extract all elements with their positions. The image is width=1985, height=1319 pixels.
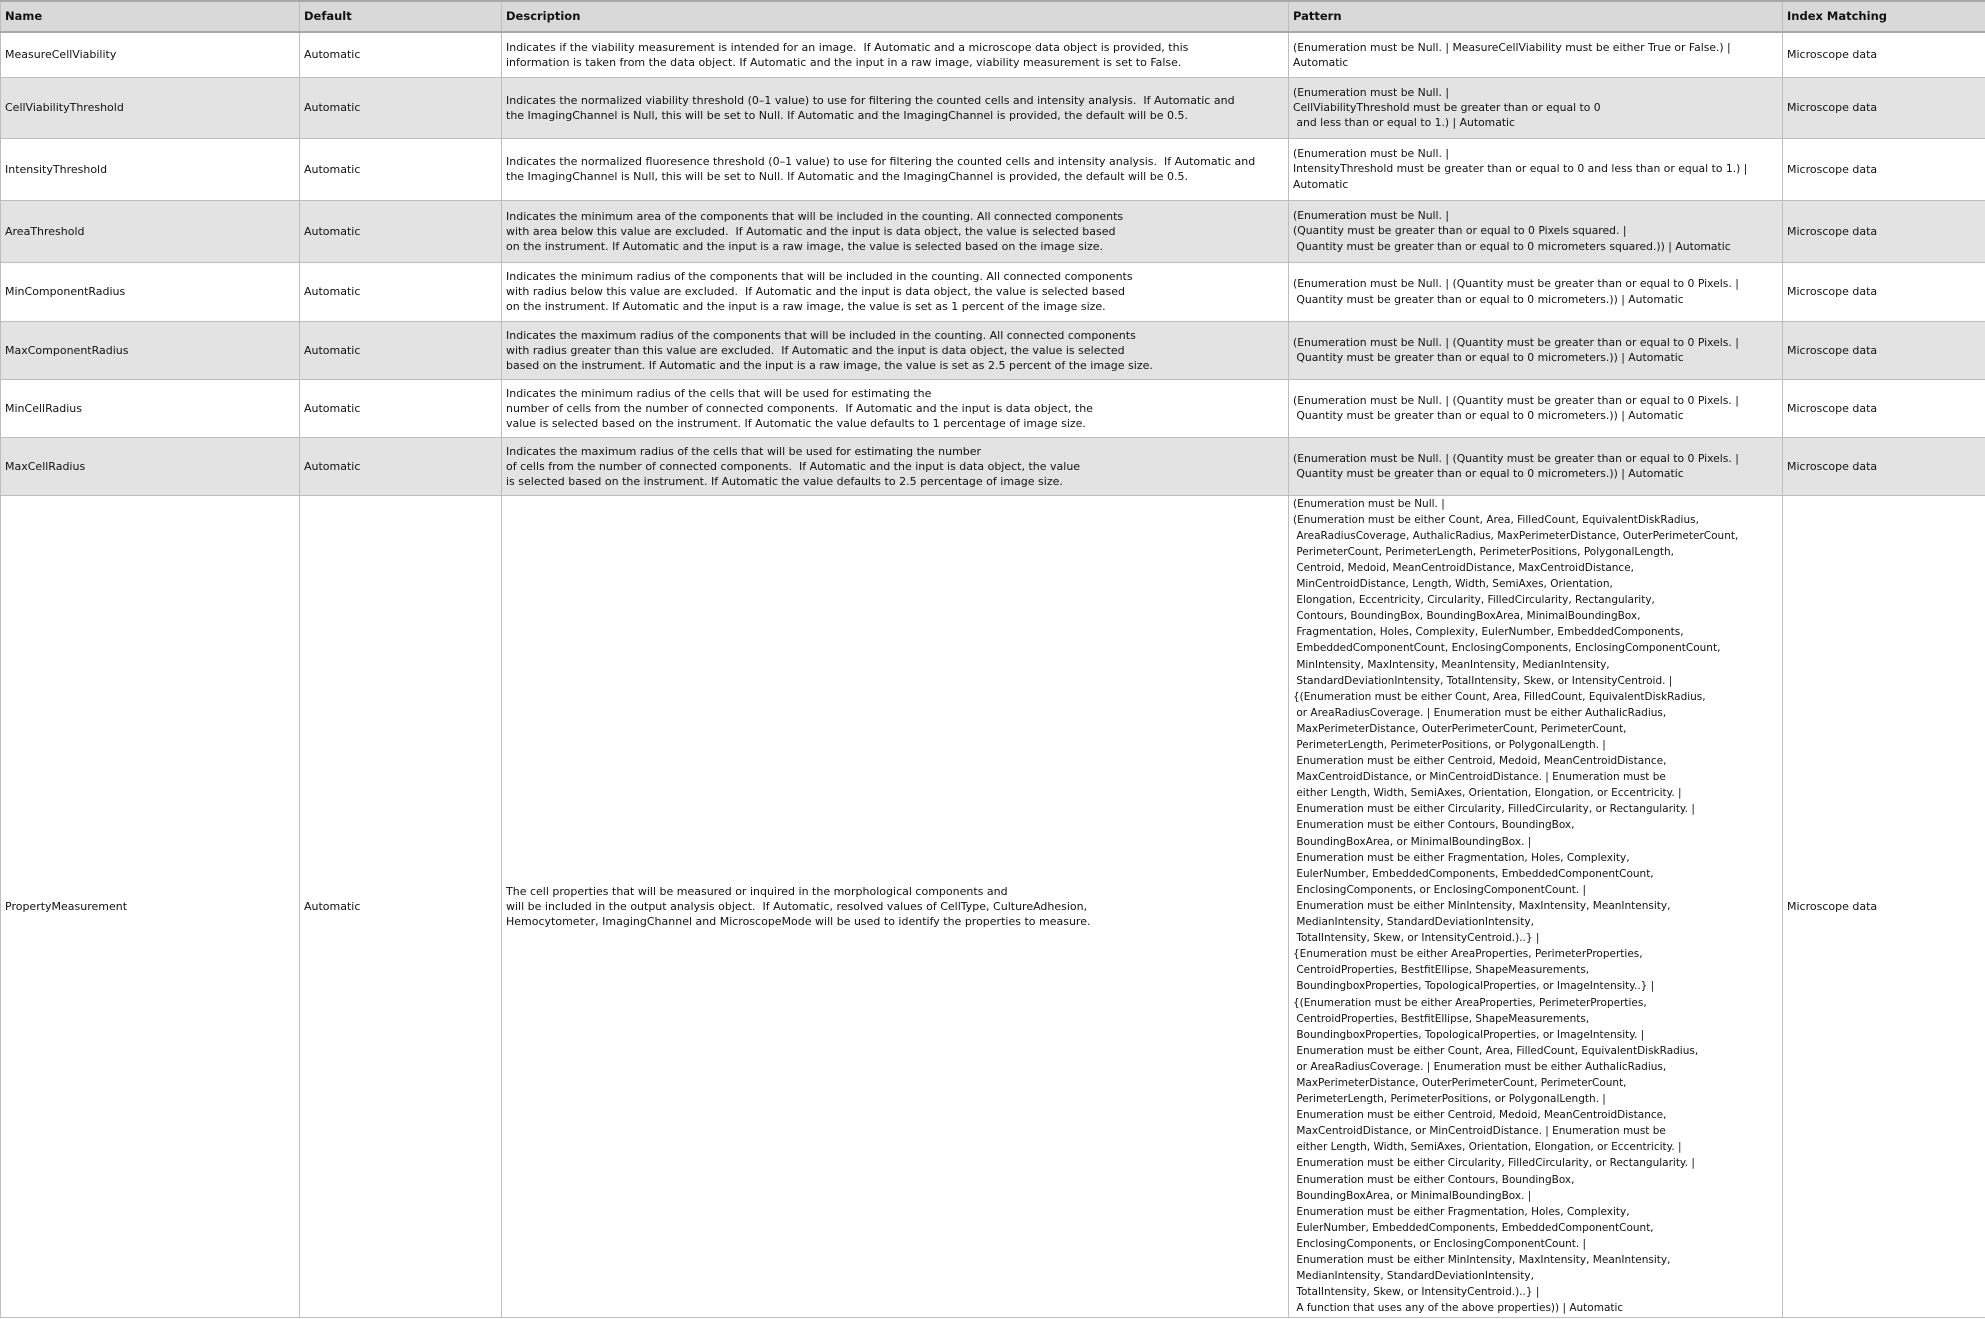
option-name: MeasureCellViability <box>1 32 300 77</box>
option-name: IntensityThreshold <box>1 138 300 200</box>
option-name: CellViabilityThreshold <box>1 77 300 138</box>
option-description: Indicates the maximum radius of the components that will be included in the counting. All connected components with radius greater than this value are excluded. If Automatic and the input is data object, the value is selected based on the instrument. If Automatic and the input is a raw image, the value is set as 2.5 percent of the image size. <box>502 321 1289 379</box>
option-pattern: (Enumeration must be Null. | (Quantity must be greater than or equal to 0 Pixels. | Quantity must be greater than or equal to 0 micrometers.)) | Automatic <box>1289 262 1783 321</box>
option-index-matching: Microscope data <box>1783 437 1985 495</box>
column-header-default: Default <box>300 1 502 32</box>
column-header-name: Name <box>1 1 300 32</box>
header-row <box>1 1 1985 32</box>
option-index-matching: Microscope data <box>1783 77 1985 138</box>
option-pattern: (Enumeration must be Null. | IntensityThreshold must be greater than or equal to 0 and less than or equal to 1.) | Automatic <box>1289 138 1783 200</box>
option-default: Automatic <box>300 138 502 200</box>
option-default: Automatic <box>300 200 502 262</box>
option-pattern: (Enumeration must be Null. | MeasureCellViability must be either True or False.) | Automatic <box>1289 32 1783 77</box>
option-index-matching: Microscope data <box>1783 32 1985 77</box>
table-row <box>1 495 1985 1317</box>
table-row <box>1 437 1985 495</box>
option-description: Indicates the minimum radius of the cells that will be used for estimating the number of cells from the number of connected components. If Automatic and the input is data object, the value is selected based on the instrument. If Automatic the value defaults to 1 percentage of image size. <box>502 379 1289 437</box>
table-row <box>1 32 1985 77</box>
option-description: Indicates the minimum radius of the components that will be included in the counting. All connected components with radius below this value are excluded. If Automatic and the input is data object, the value is selected based on the instrument. If Automatic and the input is a raw image, the value is set as 1 percent of the image size. <box>502 262 1289 321</box>
option-index-matching: Microscope data <box>1783 200 1985 262</box>
option-pattern: (Enumeration must be Null. | (Enumeration must be either Count, Area, FilledCount, EquivalentDiskRadius, AreaRadiusCoverage, AuthalicRadius, MaxPerimeterDistance, OuterPerimeterCount, PerimeterCount, PerimeterLength, PerimeterPositions, PolygonalLength, Centroid, Medoid, MeanCentroidDistance, MaxCentroidDistance, MinCentroidDistance, Length, Width, SemiAxes, Orientation, Elongation, Eccentricity, Circularity, FilledCircularity, Rectangularity, Contours, BoundingBox, BoundingBoxArea, MinimalBoundingBox, Fragmentation, Holes, Complexity, EulerNumber, EmbeddedComponents, EmbeddedComponentCount, EnclosingComponents, EnclosingComponentCount, MinIntensity, MaxIntensity, MeanIntensity, MedianIntensity, StandardDeviationIntensity, TotalIntensity, Skew, or IntensityCentroid. | {(Enumeration must be either Count, Area, FilledCount, EquivalentDiskRadius, or AreaRadiusCoverage. | Enumeration must be either AuthalicRadius, MaxPerimeterDistance, OuterPerimeterCount, PerimeterCount, PerimeterLength, PerimeterPositions, or PolygonalLength. | Enumeration must be either Centroid, Medoid, MeanCentroidDistance, MaxCentroidDistance, or MinCentroidDistance. | Enumeration must be either Length, Width, SemiAxes, Orientation, Elongation, or Eccentricity. | Enumeration must be either Circularity, FilledCircularity, or Rectangularity. | Enumeration must be either Contours, BoundingBox, BoundingBoxArea, or MinimalBoundingBox. | Enumeration must be either Fragmentation, Holes, Complexity, EulerNumber, EmbeddedComponents, EmbeddedComponentCount, EnclosingComponents, or EnclosingComponentCount. | Enumeration must be either MinIntensity, MaxIntensity, MeanIntensity, MedianIntensity, StandardDeviationIntensity, TotalIntensity, Skew, or IntensityCentroid.)..} | {Enumeration must be either AreaProperties, PerimeterProperties, CentroidProperties, BestfitEllipse, ShapeMeasurements, BoundingboxProperties, TopologicalProperties, or ImageIntensity..} | {(Enumeration must be either AreaProperties, PerimeterProperties, CentroidProperties, BestfitEllipse, ShapeMeasurements, BoundingboxProperties, TopologicalProperties, or ImageIntensity. | Enumeration must be either Count, Area, FilledCount, EquivalentDiskRadius, or AreaRadiusCoverage. | Enumeration must be either AuthalicRadius, MaxPerimeterDistance, OuterPerimeterCount, PerimeterCount, PerimeterLength, PerimeterPositions, or PolygonalLength. | Enumeration must be either Centroid, Medoid, MeanCentroidDistance, MaxCentroidDistance, or MinCentroidDistance. | Enumeration must be either Length, Width, SemiAxes, Orientation, Elongation, or Eccentricity. | Enumeration must be either Circularity, FilledCircularity, or Rectangularity. | Enumeration must be either Contours, BoundingBox, BoundingBoxArea, or MinimalBoundingBox. | Enumeration must be either Fragmentation, Holes, Complexity, EulerNumber, EmbeddedComponents, EmbeddedComponentCount, EnclosingComponents, or EnclosingComponentCount. | Enumeration must be either MinIntensity, MaxIntensity, MeanIntensity, MedianIntensity, StandardDeviationIntensity, TotalIntensity, Skew, or IntensityCentroid.)..} | A function that uses any of the above properties)) | Automatic <box>1289 495 1783 1317</box>
option-description: Indicates the normalized fluoresence threshold (0–1 value) to use for filtering the counted cells and intensity analysis. If Automatic and the ImagingChannel is Null, this will be set to Null. If Automatic and the ImagingChannel is provided, the default will be 0.5. <box>502 138 1289 200</box>
table-row <box>1 262 1985 321</box>
option-pattern: (Enumeration must be Null. | (Quantity must be greater than or equal to 0 Pixels. | Quantity must be greater than or equal to 0 micrometers.)) | Automatic <box>1289 379 1783 437</box>
option-default: Automatic <box>300 321 502 379</box>
table-row <box>1 77 1985 138</box>
option-description: Indicates the maximum radius of the cells that will be used for estimating the number of cells from the number of connected components. If Automatic and the input is data object, the value is selected based on the instrument. If Automatic the value defaults to 2.5 percentage of image size. <box>502 437 1289 495</box>
option-index-matching: Microscope data <box>1783 321 1985 379</box>
option-name: PropertyMeasurement <box>1 495 300 1317</box>
table-row <box>1 138 1985 200</box>
option-default: Automatic <box>300 437 502 495</box>
column-header-pattern: Pattern <box>1289 1 1783 32</box>
option-default: Automatic <box>300 262 502 321</box>
option-default: Automatic <box>300 77 502 138</box>
option-description: Indicates the minimum area of the components that will be included in the counting. All connected components with area below this value are excluded. If Automatic and the input is data object, the value is selected based on the instrument. If Automatic and the input is a raw image, the value is selected based on the image size. <box>502 200 1289 262</box>
option-name: MinComponentRadius <box>1 262 300 321</box>
option-description: Indicates if the viability measurement is intended for an image. If Automatic and a microscope data object is provided, this information is taken from the data object. If Automatic and the input in a raw image, viability measurement is set to False. <box>502 32 1289 77</box>
option-pattern: (Enumeration must be Null. | (Quantity must be greater than or equal to 0 Pixels. | Quantity must be greater than or equal to 0 micrometers.)) | Automatic <box>1289 437 1783 495</box>
column-header-index-matching: Index Matching <box>1783 1 1985 32</box>
option-name: AreaThreshold <box>1 200 300 262</box>
table-row <box>1 379 1985 437</box>
option-description: The cell properties that will be measured or inquired in the morphological components and will be included in the output analysis object. If Automatic, resolved values of CellType, CultureAdhesion, Hemocytometer, ImagingChannel and MicroscopeMode will be used to identify the properties to measure. <box>502 495 1289 1317</box>
option-name: MinCellRadius <box>1 379 300 437</box>
option-pattern: (Enumeration must be Null. | (Quantity must be greater than or equal to 0 Pixels. | Quantity must be greater than or equal to 0 micrometers.)) | Automatic <box>1289 321 1783 379</box>
option-index-matching: Microscope data <box>1783 379 1985 437</box>
option-index-matching: Microscope data <box>1783 495 1985 1317</box>
table-row <box>1 321 1985 379</box>
option-pattern: (Enumeration must be Null. | CellViabilityThreshold must be greater than or equal to 0 and less than or equal to 1.) | Automatic <box>1289 77 1783 138</box>
option-default: Automatic <box>300 495 502 1317</box>
column-header-description: Description <box>502 1 1289 32</box>
option-name: MaxCellRadius <box>1 437 300 495</box>
option-default: Automatic <box>300 379 502 437</box>
option-pattern: (Enumeration must be Null. | (Quantity must be greater than or equal to 0 Pixels squared. | Quantity must be greater than or equal to 0 micrometers squared.)) | Automatic <box>1289 200 1783 262</box>
option-default: Automatic <box>300 32 502 77</box>
option-name: MaxComponentRadius <box>1 321 300 379</box>
option-index-matching: Microscope data <box>1783 262 1985 321</box>
option-description: Indicates the normalized viability threshold (0–1 value) to use for filtering the counted cells and intensity analysis. If Automatic and the ImagingChannel is Null, this will be set to Null. If Automatic and the ImagingChannel is provided, the default will be 0.5. <box>502 77 1289 138</box>
table-row <box>1 200 1985 262</box>
option-index-matching: Microscope data <box>1783 138 1985 200</box>
